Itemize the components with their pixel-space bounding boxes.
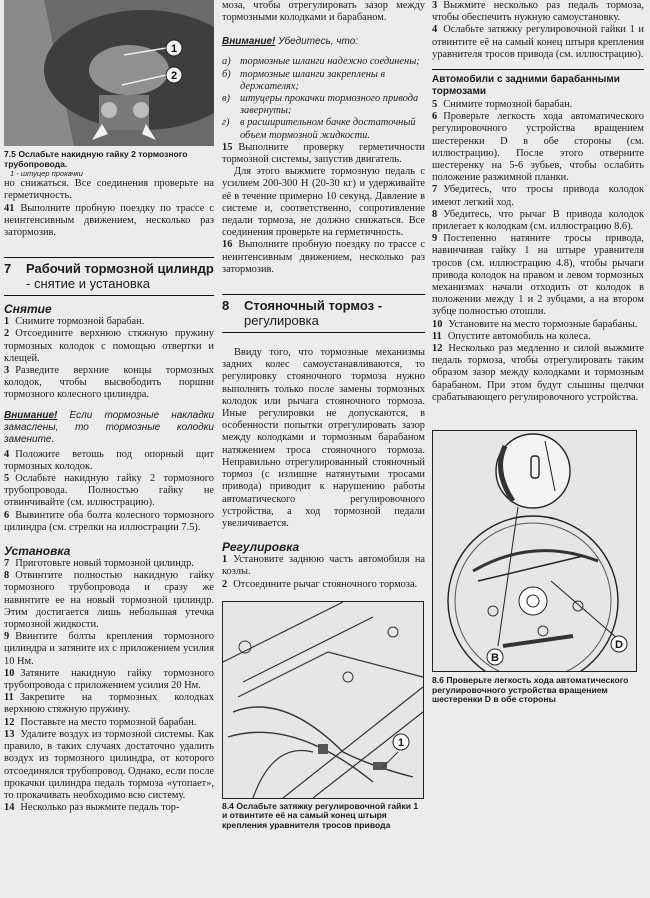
step-number: 7 xyxy=(432,184,438,196)
step-text: Разведите верхние концы тормозных колодок, чтобы высвободить поршни тормозного колесного цилиндра. xyxy=(4,365,214,401)
checklist-item xyxy=(222,56,425,68)
step-1 xyxy=(4,316,214,328)
step-13 xyxy=(4,729,214,802)
step-text: Отсоедините рычаг стояночного тормоза. xyxy=(233,578,418,590)
step-number: 3 xyxy=(432,0,438,11)
step-text: Выполните пробную поездку по трассе с неинтенсивным движением, несколько раз затормозив. xyxy=(222,239,425,275)
step-7 xyxy=(432,184,644,208)
step-text: Отвинтите полностью накидную гайку тормозного трубопровода и сразу же навинтите ее на новый тормозной цилиндр. Этим достигается лишь небольшая утечка тормозной жидкости. xyxy=(4,570,214,631)
step-number: 5 xyxy=(4,473,10,485)
step-number: 41 xyxy=(4,202,15,214)
step-number: 11 xyxy=(4,692,14,704)
handbrake-lever-drawing-icon xyxy=(223,602,423,798)
step-number: 12 xyxy=(432,343,443,355)
callout-B: B xyxy=(491,652,499,665)
section-number: 7 xyxy=(4,261,12,277)
step-2 xyxy=(4,328,214,365)
step-12 xyxy=(432,343,644,404)
step-15 xyxy=(222,142,425,166)
figure-8-6 xyxy=(432,430,637,672)
section-title: Стояночный тормоз - xyxy=(244,298,383,314)
step-number: 4 xyxy=(4,448,10,460)
step-text: Положите ветошь под опорный щит тормозных колодок. xyxy=(4,448,214,472)
drum-brake-assembly-drawing-icon xyxy=(433,431,636,671)
section-title: Рабочий тормозной цилиндр xyxy=(26,261,214,277)
step-number: 6 xyxy=(432,111,438,123)
step-text: Отсоедините верхнюю стяжную пружину тормозных колодок с помощью отвертки и клещей. xyxy=(4,328,214,364)
step-text: Затяните накидную гайку тормозного трубопровода с приложением усилия 20 Нм. xyxy=(4,667,214,692)
step-text: Проверьте легкость хода автоматического регулировочного устройства вращением шестеренки D в обе стороны (см. иллюстрацию). После этого отверните шестеренку на 5-6 зубьев, чтобы ослабить положение разжимной планки. xyxy=(432,111,644,184)
item-marker: г) xyxy=(222,117,230,129)
step-number: 4 xyxy=(432,24,438,36)
step-16 xyxy=(222,239,425,276)
step-number: 3 xyxy=(4,365,10,377)
warning-label: Внимание! xyxy=(222,36,276,48)
step-number: 14 xyxy=(4,802,15,814)
step-6 xyxy=(4,510,214,534)
step-9 xyxy=(432,233,644,318)
step-text: Выжмите несколько раз педаль тормоза, чтобы обеспечить нужную самоустановку. xyxy=(432,0,644,24)
installation-steps xyxy=(4,558,214,814)
section-subtitle: регулировка xyxy=(244,313,319,329)
continued-text: но снижаться. Все соединения проверьте на герметичность. xyxy=(4,178,214,202)
step-text: Убедитесь, что тросы привода колодок имеют легкий ход. xyxy=(432,184,644,208)
section-8-heading xyxy=(222,294,425,333)
callout-2: 2 xyxy=(170,70,178,82)
warning-note xyxy=(4,410,214,446)
warning-label: Внимание! xyxy=(4,409,58,421)
step-text: Удалите воздух из тормозной системы. Как правило, в таких случаях достаточно удалить воздух из тормозного цилиндра, от которого отсоединялся трубопровод. Однако, если после прокачки цилиндра педаль тормоза «утопает», то прокачивать необходимо всю систему. xyxy=(4,728,214,801)
rear-drum-brakes-heading: Автомобили с задними барабанными тормозами xyxy=(432,69,644,97)
step-1 xyxy=(222,554,425,578)
item-text: штуцеры прокачки тормозного привода завернуты; xyxy=(240,93,419,117)
step-text: Установите заднюю часть автомобиля на козлы. xyxy=(222,554,425,578)
steps-part-a xyxy=(432,0,644,61)
step-text: Закрепите на тормозных колодках верхнюю стяжную пружину. xyxy=(4,692,214,716)
step-text: Ослабьте накидную гайку 2 тормозного трубопровода. Полностью гайку не отвинчивайте (см. иллюстрацию). xyxy=(4,473,214,509)
removal-steps xyxy=(4,316,214,401)
removal-steps-continued xyxy=(4,449,214,534)
step-3 xyxy=(4,365,214,402)
step-number: 10 xyxy=(4,667,15,679)
callout-1: 1 xyxy=(397,736,405,749)
section-subtitle: - снятие и установка xyxy=(26,276,151,292)
step-text: Выполните проверку герметичности тормозной системы, запустив двигатель. xyxy=(222,141,425,166)
step-15-paragraph: Для этого выжмите тормозную педаль с усилием 200-300 Н (20-30 кг) и удерживайте её в течение примерно 10 секунд. Давление в системе и, соответственно, сопротивление педали тормоза, не должно снижаться. Все соединения проверьте на герметичность. xyxy=(222,166,425,239)
step-number: 2 xyxy=(222,578,228,590)
step-text: Поставьте на место тормозной барабан. xyxy=(20,716,197,728)
installation-heading: Установка xyxy=(4,544,71,559)
step-9 xyxy=(4,631,214,668)
checklist-item xyxy=(222,93,425,117)
step-number: 9 xyxy=(432,233,438,245)
step-14 xyxy=(4,802,214,814)
step-5 xyxy=(4,473,214,510)
steps-part-b xyxy=(432,99,644,404)
checklist-item xyxy=(222,69,425,93)
callout-D: D xyxy=(615,639,623,652)
continued-text: моза, чтобы отрегулировать зазор между тормозными колодками и барабаном. xyxy=(222,0,425,24)
step-number: 10 xyxy=(432,318,443,330)
step-7 xyxy=(4,558,214,570)
step-10 xyxy=(4,668,214,692)
checklist-item xyxy=(222,117,425,141)
step-8 xyxy=(432,209,644,233)
step-number: 12 xyxy=(4,716,15,728)
item-text: тормозные шланги закреплены в держателях; xyxy=(240,68,386,92)
step-2 xyxy=(222,579,425,591)
figure-8-6-caption: 8.6 Проверьте легкость хода автоматического регулировочного устройства вращением шестеренки D в обе стороны xyxy=(432,675,629,705)
step-number: 1 xyxy=(4,316,10,328)
adjustment-steps xyxy=(222,554,425,591)
callout-1: 1 xyxy=(170,43,178,55)
step-number: 15 xyxy=(222,141,233,153)
figure-7-5-legend: 1 - штуцер прокачки xyxy=(10,169,83,179)
item-text: тормозные шланги надежно соединены; xyxy=(240,56,420,68)
warning-text: Если тормозные накладки замаслены, то тормозные колодки замените. xyxy=(4,409,214,445)
step-6 xyxy=(432,111,644,184)
intro-paragraph: Ввиду того, что тормозные механизмы задних колес самоустанавливаются, то регулировку стояночного тормоза нужно выполнять только после замены тормозных колодок или рычага стояночного тормоза. Иные регулировки не допускаются, в особенности попытки отрегулировать зазор между колодками и тормозным барабаном натяжением троса стояночного тормоза. Неправильно отрегулированный стояночный тормоз (с излишне натянутыми тросами привода) приводит к нарушению работы автоматического регулировочного устройства, а ход тормозной педали увеличивается. xyxy=(222,347,425,529)
step-text: Снимите тормозной барабан. xyxy=(443,99,573,111)
section-7-heading xyxy=(4,257,214,296)
step-text: Убедитесь, что рычаг B привода колодок прилегает к колодкам (см. иллюстрацию 8.6). xyxy=(432,208,644,233)
figure-7-5-photo xyxy=(4,0,214,146)
checklist xyxy=(222,56,425,141)
step-number: 13 xyxy=(4,728,15,740)
step-11 xyxy=(4,692,214,716)
item-text: в расширительном бачке достаточный объем тормозной жидкости. xyxy=(240,117,416,141)
step-number: 8 xyxy=(4,570,10,582)
step-11 xyxy=(432,331,644,343)
step-4 xyxy=(4,449,214,473)
step-text: Установите на место тормозные барабаны. xyxy=(448,318,638,330)
step-text: Вывинтите оба болта колесного тормозного цилиндра (см. стрелки на иллюстрации 7.5). xyxy=(4,509,214,533)
step-text: Снимите тормозной барабан. xyxy=(15,316,145,328)
step-number: 2 xyxy=(4,328,10,340)
step-10 xyxy=(432,319,644,331)
step-number: 16 xyxy=(222,239,233,251)
figure-8-4 xyxy=(222,601,424,799)
step-number: 1 xyxy=(222,554,228,566)
step-text: Несколько раз медленно и силой выжмите педаль тормоза, чтобы отрегулировать таким образом зазор между колодками и тормозным барабаном. При этом будут слышны щелчки срабатывающего регулировочного устройства. xyxy=(432,343,644,403)
column-2 xyxy=(222,0,425,831)
step-3 xyxy=(432,0,644,24)
removal-heading: Снятие xyxy=(4,302,52,317)
item-marker: а) xyxy=(222,56,231,68)
figure-8-4-caption: 8.4 Ослабьте затяжку регулировочной гайки 1 и отвинтите её на самый конец штыря крепления уравнителя тросов привода xyxy=(222,800,419,830)
step-number: 7 xyxy=(4,558,10,570)
adjustment-heading: Регулировка xyxy=(222,540,300,555)
step-text: Постепенно натяните тросы привода, навинчивая гайку 1 на штыре уравнителя тросов (см. иллюстрацию 4.8), чтобы рычаги привода колодок на правом и левом тормозных механизмах начали отходить от колодок в положении между 1 и 2 зубцами, а на втором зубце полностью отошли. xyxy=(432,233,644,318)
step-5 xyxy=(432,99,644,111)
brake-cylinder-photo-icon xyxy=(4,0,214,146)
step-number: 5 xyxy=(432,99,438,111)
figure-7-5-caption: 7.5 Ослабьте накидную гайку 2 тормозного трубопровода. xyxy=(4,149,188,169)
step-text: Несколько раз выжмите педаль тор- xyxy=(20,802,180,814)
item-marker: б) xyxy=(222,68,231,80)
step-number: 9 xyxy=(4,631,10,643)
step-number: 6 xyxy=(4,509,10,521)
warning-note xyxy=(222,36,425,48)
step-text: Опустите автомобиль на колеса. xyxy=(447,330,591,342)
section-number: 8 xyxy=(222,298,230,314)
step-8 xyxy=(4,570,214,631)
step-text: Выполните пробную поездку по трассе с неинтенсивным движением, несколько раз затормозив. xyxy=(4,202,214,238)
step-text: Ввинтите болты крепления тормозного цилиндра и затяните их с приложением усилия 10 Нм. xyxy=(4,631,214,667)
column-3 xyxy=(432,0,644,705)
step-41 xyxy=(4,203,214,240)
step-number: 8 xyxy=(432,208,438,220)
step-text: Ослабьте затяжку регулировочной гайки 1 и отвинтите её на самый конец штыря крепления уравнителя тросов привода (см. иллюстрацию). xyxy=(432,24,644,60)
item-marker: в) xyxy=(222,93,230,105)
step-12 xyxy=(4,717,214,729)
column-1 xyxy=(4,0,214,814)
step-4 xyxy=(432,24,644,61)
warning-text: Убедитесь, что: xyxy=(275,36,359,48)
step-text: Приготовьте новый тормозной цилиндр. xyxy=(15,558,194,570)
step-number: 11 xyxy=(432,330,442,342)
